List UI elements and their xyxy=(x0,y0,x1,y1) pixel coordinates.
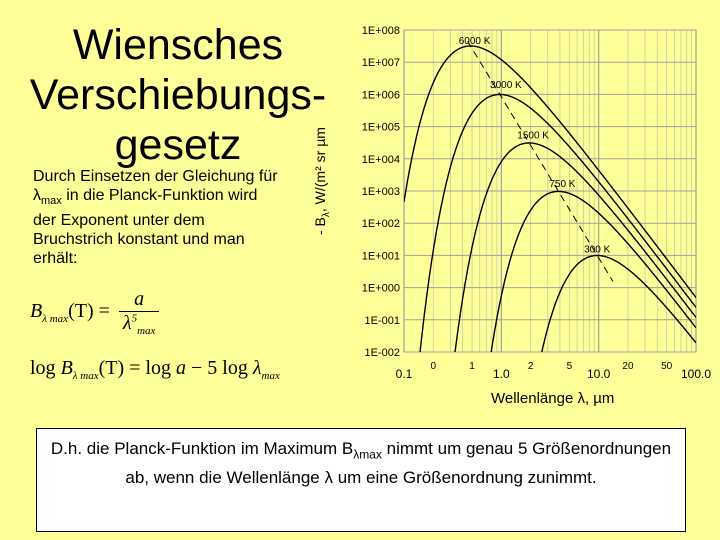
formula-lambda: λ xyxy=(252,357,262,379)
y-tick-label: 1E+007 xyxy=(361,57,400,70)
series-label: 300 K xyxy=(584,244,611,256)
intro-line: Bruchstrich konstant und man xyxy=(33,231,245,249)
y-tick-label: 1E-002 xyxy=(364,347,400,359)
formula-log xyxy=(30,357,280,382)
series-label: 6000 K xyxy=(458,35,491,47)
planck-chart xyxy=(318,0,720,400)
x-minor-tick-label: 20 xyxy=(622,361,634,372)
y-tick-label: 1E+005 xyxy=(361,121,400,134)
summary-text-2: nimmt um genau 5 Größenordnungen ab, wenn die Wellenlänge λ um eine Größenordnung zunimmt. xyxy=(125,439,672,488)
den-exponent: 5 xyxy=(131,312,138,325)
x-minor-tick-label: 2 xyxy=(527,361,534,372)
intro-line: der Exponent unter dem xyxy=(33,212,205,230)
den-lambda: λ xyxy=(122,312,132,334)
title-line: Verschiebungs- xyxy=(29,71,327,119)
summary-text-1: D.h. die Planck-Funktion im Maximum B xyxy=(50,439,354,458)
formula-subscript: λ max xyxy=(42,313,69,326)
formula-fraction xyxy=(119,288,160,337)
x-tick-label: 1.0 xyxy=(492,367,510,381)
summary-subscript: λmax xyxy=(353,447,382,462)
formula-argument: (T) xyxy=(98,357,125,379)
intro-line: erhält: xyxy=(33,250,78,268)
summary-box xyxy=(36,428,686,532)
title-line: Wiensches xyxy=(72,21,284,69)
formula-symbol-b: B xyxy=(30,300,43,323)
x-tick-label: 100.0 xyxy=(680,367,712,381)
x-tick-label: 10.0 xyxy=(586,367,611,381)
x-minor-tick-label: 50 xyxy=(661,361,673,372)
intro-line-rest: in die Planck-Funktion wird xyxy=(61,187,258,204)
series-label: 750 K xyxy=(549,179,576,191)
y-tick-label: 1E+003 xyxy=(361,186,400,198)
formula-a: a xyxy=(176,357,187,379)
y-tick-label: 1E+000 xyxy=(361,282,400,295)
lambda-symbol: λ xyxy=(33,187,41,204)
intro-line xyxy=(33,186,313,211)
den-subscript: max xyxy=(137,325,156,337)
title-line: gesetz xyxy=(114,121,242,169)
x-minor-tick-label: 5 xyxy=(566,361,573,372)
log-word: log xyxy=(30,357,56,379)
lambda-subscript: max xyxy=(41,195,62,208)
series-label: 1500 K xyxy=(517,130,549,142)
intro-text xyxy=(33,167,313,268)
formula-equals-log: = log xyxy=(129,357,172,379)
slide-title xyxy=(28,20,328,170)
y-tick-label: 1E+002 xyxy=(361,218,400,231)
fraction-denominator xyxy=(119,312,160,337)
formula-argument: (T) xyxy=(68,300,94,323)
intro-line: Durch Einsetzen der Gleichung für xyxy=(33,168,278,185)
formula-subscript: λ max xyxy=(72,370,99,382)
y-tick-label: 1E+008 xyxy=(361,25,400,37)
ylabel-sub: λ xyxy=(320,212,332,218)
y-tick-label: 1E+004 xyxy=(361,153,400,166)
y-tick-label: 1E+001 xyxy=(361,250,400,263)
formula-symbol-b: B xyxy=(60,357,73,379)
ylabel-prefix: - B xyxy=(312,217,328,235)
x-axis-label: Wellenlänge λ, µm xyxy=(491,390,615,407)
formula-lambda-subscript: max xyxy=(261,370,280,382)
series-label: 3000 K xyxy=(490,80,522,92)
x-tick-label: 0.1 xyxy=(395,367,413,381)
formula-equals: = xyxy=(98,300,110,323)
y-axis-label xyxy=(312,127,332,235)
x-minor-tick-label: 1 xyxy=(469,361,475,372)
x-minor-tick-label: 0 xyxy=(430,361,437,372)
y-tick-label: 1E+006 xyxy=(361,89,400,102)
y-tick-label: 1E-001 xyxy=(364,314,400,327)
fraction-numerator: a xyxy=(119,288,160,312)
formula-minus-log: − 5 log xyxy=(191,357,248,379)
formula-planck-max xyxy=(30,288,163,337)
ylabel-rest: , W/(m² sr µm xyxy=(312,127,328,213)
